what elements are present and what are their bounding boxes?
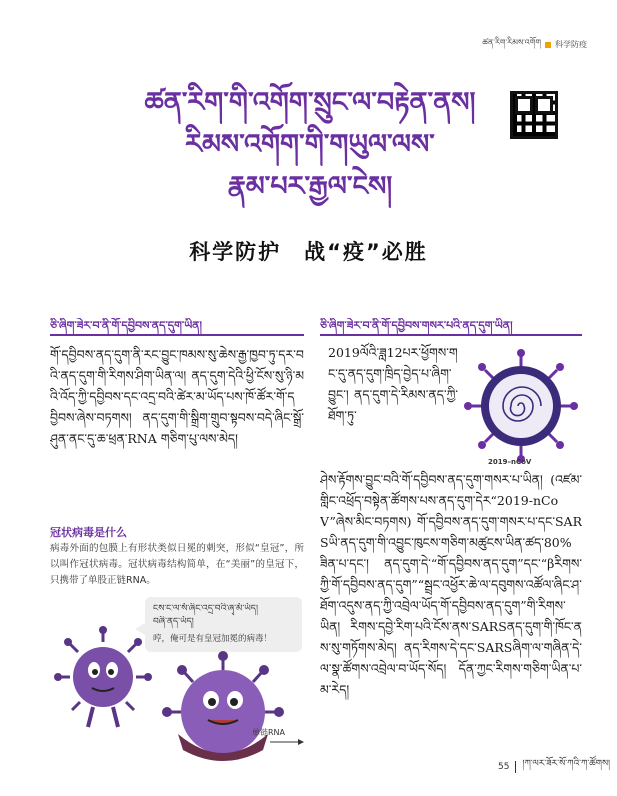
right-section-heading: ཅི་ཞིག་ཟེར་བ་ནི་གོ་དབྱིབས་གསར་པའི་ནད་དུག་ཡིན། [320,318,582,336]
title-line-2: རིམས་འགོག་གི་གཡུལ་ལས་ [185,129,435,160]
article-title [120,82,500,208]
article-subtitle: 科学防护 战“疫”必胜 [189,240,428,264]
virus-cartoon-illustration [48,622,318,772]
right-intro-wrapper [328,342,458,426]
title-line-3: རྣམ་པར་རྒྱལ་ངེས། [227,171,393,202]
left-tibetan-body: གོ་དབྱིབས་ནད་དུག་ནི་རང་བྱུང་ཁམས་སུ་ཆེས་རྒྱ་ཁྱབ་ཏུ་དར་བའི་ནད་དུག་གི་རིགས་ཤིག་ཡིན་ལ། ནད་དུག་དེའི་ཕྱི་ངོས་སུ་ཉི་མའི་འོད་ཀྱི་དབྱིབས་དང་འདྲ་བའི་ཚེར་མ་ཡོད་པས་ཁོ་ཚོར་གོ་དབྱིབས་ཞེས་བཏགས། ནད་དུག་གི་སྒྲིག་གྲུབ་སྟབས་བདེ་ཞིང་སྒྲོ་ཤུན་ནང་དུ་ཆ་ཕྲན་RNA གཅིག་པུ་ལས་མེད། [50,347,304,446]
bubble-tibetan-line-1: ངས་ང་ལ་སོ་ཞིང་འདྲ་བའི་ཞྭ་མོ་ཡོད། [153,604,258,614]
footer-tibetan: །ཀ་ལར་ཟོར་སོ་ཀའི་ཀ་ཚོགས། [522,759,611,769]
right-tibetan-body: ཤེས་རྟོགས་བྱུང་བའི་གོ་དབྱིབས་ནད་དུག་གསར་པ་ཡིན། (འཛམ་གླིང་འཕྲོད་བསྟེན་ཚོགས་པས་ནད་དུག་དེར“2019-nCoV”ཞེས་མིང་བཏགས) གོ་དབྱིབས་ནད་དུག་གསར་པ་དང་SARSཡི་ནད་དུག་གི་འབྱུང་ཁུངས་གཅིག་མཚུངས་ཡིན་ཚད་80%ཟིན་པ་དང་། ནད་དུག་དེ་“གོ་དབྱིབས་ནད་དུག”དང་“βརིགས་ཀྱི་གོ་དབྱིབས་ནད་དུག”“སྦྲང་འཕྱོར་ཆེ་ལ་དབུགས་འཚོལ་ཞིང་ཤ་ཐོག་འདུས་ནད་ཀྱི་འབྲེལ་ཡོད་གོ་དབྱིབས་ནད་དུག”གི་རིགས་ཡིན། རིགས་དབྱེ་རིག་པའི་ངོས་ནས་SARSནད་དུག་གི་ཁོང་ནས་སུ་གཏོགས་མེད། ནད་རིགས་དེ་དང་SARSཞིག་ལ་གཞིན་དེ་ལ་སྣ་ཚོགས་འབྲེལ་བ་ཡོད་སོད། དོན་ཀྱང་རིགས་གཅིག་ཡིན་པ་མ་རེད། [320,472,582,697]
section-header [482,33,587,56]
header-tibetan: ཚན་རིག་རིམས་འགོག [482,38,541,47]
crowned-virus-character-icon [162,651,304,761]
chinese-body-text: 病毒外面的包膜上有形状类似日冕的刺突，形似“皇冠”，所以叫作冠状病毒。冠状病毒结构简单，在“美丽”的皇冠下，只携带了单股正链RNA。 [50,543,304,586]
right-body-wrapper [320,469,582,747]
header-chinese: 科学防疫 [555,40,587,49]
page-number: 55 [498,761,510,772]
header-marker-icon [545,42,551,48]
left-column [50,318,304,508]
rna-label: 单链RNA [252,728,286,737]
qr-code-icon[interactable] [510,91,558,139]
bubble-chinese-text: 哼，俺可是有皇冠加冕的病毒！ [153,634,273,644]
chinese-subheading: 冠状病毒是什么 [50,526,127,539]
small-virus-character-icon [54,626,152,727]
footer-divider [515,761,516,773]
coronavirus-diagram-icon [460,345,582,467]
title-line-1: ཚན་རིག་གི་འགོག་སྲུང་ལ་བརྟེན་ནས། [144,87,476,118]
bubble-tibetan-line-2: བཞི་ནད་ཡོད། [153,617,194,627]
left-section-heading: ཅི་ཞིག་ཟེར་བ་ནི་གོ་དབྱིབས་ནད་དུག་ཡིན། [50,318,304,336]
right-intro-text: 2019ལོའི་ཟླ12པར་ཕྱོགས་གང་དུ་ནད་དུག་ཁྲིད་བྱེད་པ་ཞིག་བྱུང་། ནད་དུག་དེ་རིམས་ནད་ཀྱི་ཐོག་ཏུ་ [328,345,458,423]
page-footer [498,754,610,779]
virus-label: 2019–nCoV [488,458,532,466]
right-column [320,318,582,344]
